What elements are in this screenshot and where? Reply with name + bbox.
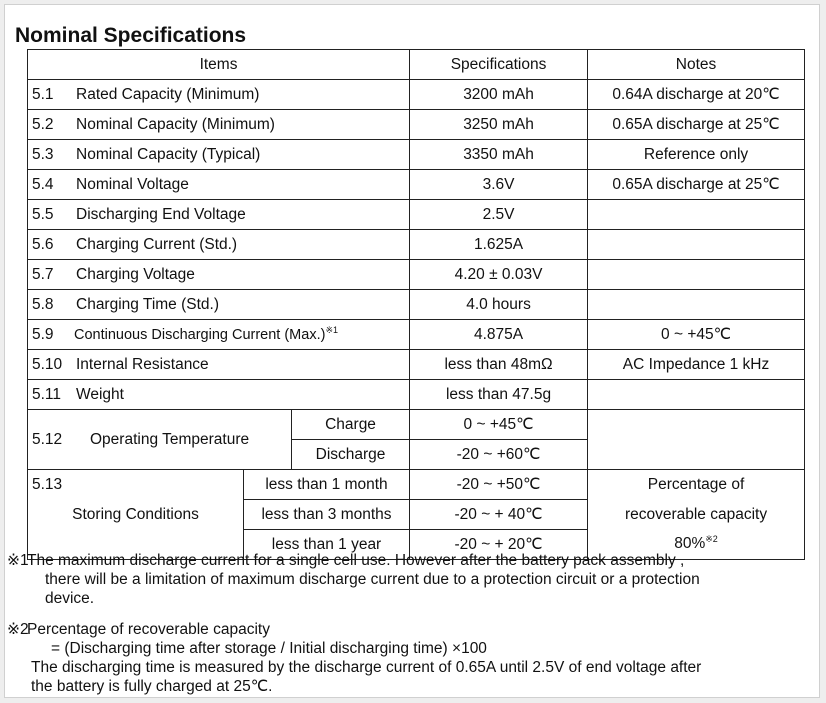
table-row — [28, 80, 805, 110]
table-row — [28, 200, 805, 230]
item-number: 5.4 — [32, 175, 54, 193]
recoverable-value: 80% — [674, 535, 706, 553]
table-row — [28, 170, 805, 200]
footnote-1-line3: device. — [45, 590, 95, 607]
item-label: Nominal Capacity (Typical) — [76, 145, 261, 163]
item-cell — [28, 230, 410, 260]
table-row — [28, 260, 805, 290]
note-cell: 0 ~ +45℃ — [588, 320, 805, 350]
footnote-1-line1 — [7, 551, 819, 570]
header-specifications: Specifications — [410, 50, 588, 80]
charge-label: Charge — [292, 410, 410, 440]
footnote-2-line1: The discharging time is measured by the discharge current of 0.65A until 2.5V of end voltage after — [31, 659, 702, 676]
item-label: Charging Current (Std.) — [76, 235, 238, 253]
item-cell — [28, 200, 410, 230]
note-cell — [588, 260, 805, 290]
footnote-2-line2: the battery is fully charged at 25℃. — [31, 678, 273, 695]
operating-note-cell — [588, 410, 805, 470]
spec-sheet — [4, 4, 820, 698]
item-number: 5.9 — [32, 325, 54, 343]
item-label: Discharging End Voltage — [76, 205, 246, 223]
footnote-2-title-text: Percentage of recoverable capacity — [27, 621, 270, 638]
item-number: 5.1 — [32, 85, 54, 103]
note-cell: 0.64A discharge at 20℃ — [588, 80, 805, 110]
item-label: Charging Time (Std.) — [76, 295, 219, 313]
spec-cell: less than 47.5g — [410, 380, 588, 410]
charge-spec: 0 ~ +45℃ — [410, 410, 588, 440]
header-items: Items — [28, 50, 410, 80]
footnote-2-title — [7, 620, 819, 639]
spec-cell: 3250 mAh — [410, 110, 588, 140]
footnote-2-formula: = (Discharging time after storage / Initial discharging time) ×100 — [51, 640, 487, 657]
item-cell — [28, 260, 410, 290]
item-cell — [28, 170, 410, 200]
spec-table — [27, 49, 805, 560]
item-label: Nominal Capacity (Minimum) — [76, 115, 275, 133]
item-number: 5.10 — [32, 355, 63, 373]
operating-temperature-row-charge — [28, 410, 805, 440]
note-cell — [588, 380, 805, 410]
storing-period: less than 1 year — [244, 530, 410, 560]
operating-temperature-label — [28, 410, 292, 470]
discharge-spec: -20 ~ +60℃ — [410, 440, 588, 470]
item-number: 5.12 — [32, 430, 63, 448]
item-label: Continuous Discharging Current (Max.) — [74, 326, 326, 343]
spec-cell: 4.0 hours — [410, 290, 588, 320]
table-row — [28, 350, 805, 380]
page-title: Nominal Specifications — [15, 24, 247, 47]
item-number: 5.5 — [32, 205, 54, 223]
spec-cell: less than 48mΩ — [410, 350, 588, 380]
item-cell — [28, 80, 410, 110]
footnote-1-line2: there will be a limitation of maximum discharge current due to a protection circuit or a protection — [45, 571, 700, 588]
storing-period: less than 1 month — [244, 470, 410, 500]
table-row — [28, 140, 805, 170]
spec-cell: 4.20 ± 0.03V — [410, 260, 588, 290]
footnote-1-text: The maximum discharge current for a single cell use. However after the battery pack assembly , — [27, 552, 685, 569]
header-notes: Notes — [588, 50, 805, 80]
item-number: 5.6 — [32, 235, 54, 253]
storing-spec: -20 ~ +50℃ — [410, 470, 588, 500]
spec-cell: 2.5V — [410, 200, 588, 230]
item-label: Weight — [76, 385, 124, 403]
footnote-1-mark: ※1 — [7, 552, 29, 569]
storing-note-line2: recoverable capacity — [588, 500, 805, 530]
item-label: Charging Voltage — [76, 265, 195, 283]
note-cell — [588, 200, 805, 230]
item-label: Nominal Voltage — [76, 175, 189, 193]
table-row — [28, 320, 805, 350]
storing-period: less than 3 months — [244, 500, 410, 530]
note-cell: 0.65A discharge at 25℃ — [588, 110, 805, 140]
item-cell — [28, 350, 410, 380]
item-number: 5.7 — [32, 265, 54, 283]
storing-row-1 — [28, 470, 805, 500]
storing-number: 5.13 — [28, 470, 244, 500]
item-cell — [28, 110, 410, 140]
table-row — [28, 380, 805, 410]
footnote-ref-2: ※2 — [705, 534, 718, 545]
spec-cell: 3.6V — [410, 170, 588, 200]
spec-cell: 1.625A — [410, 230, 588, 260]
item-cell — [28, 290, 410, 320]
table-row — [28, 290, 805, 320]
discharge-label: Discharge — [292, 440, 410, 470]
spec-cell: 3350 mAh — [410, 140, 588, 170]
table-row — [28, 230, 805, 260]
item-label: Operating Temperature — [90, 430, 250, 448]
footnote-2-mark: ※2 — [7, 621, 29, 638]
storing-label: Storing Conditions — [28, 500, 244, 530]
item-number: 5.3 — [32, 145, 54, 163]
item-label: Rated Capacity (Minimum) — [76, 85, 260, 103]
table-header-row — [28, 50, 805, 80]
item-cell — [28, 380, 410, 410]
item-cell — [28, 320, 410, 350]
storing-spec: -20 ~ + 20℃ — [410, 530, 588, 560]
note-cell: 0.65A discharge at 25℃ — [588, 170, 805, 200]
note-cell — [588, 290, 805, 320]
note-cell: Reference only — [588, 140, 805, 170]
storing-spec: -20 ~ + 40℃ — [410, 500, 588, 530]
table-row — [28, 110, 805, 140]
spec-rows — [28, 80, 805, 560]
footnotes — [7, 551, 819, 696]
note-cell — [588, 230, 805, 260]
item-number: 5.2 — [32, 115, 54, 133]
item-label: Internal Resistance — [76, 355, 209, 373]
spec-cell: 4.875A — [410, 320, 588, 350]
item-cell — [28, 140, 410, 170]
storing-row-2 — [28, 500, 805, 530]
note-cell: AC Impedance 1 kHz — [588, 350, 805, 380]
storing-note-line1: Percentage of — [588, 470, 805, 500]
spec-cell: 3200 mAh — [410, 80, 588, 110]
footnote-ref-1: ※1 — [325, 324, 338, 335]
item-number: 5.8 — [32, 295, 54, 313]
item-number: 5.11 — [32, 385, 62, 403]
